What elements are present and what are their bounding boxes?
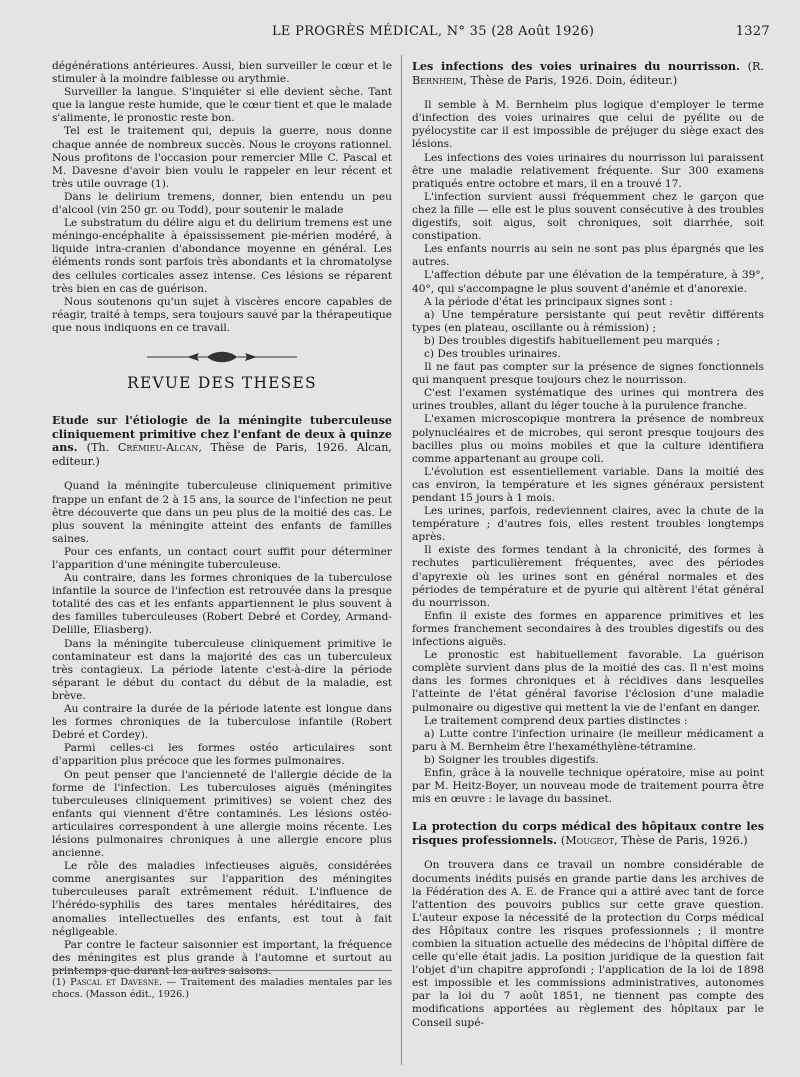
article-paragraph: Enfin il existe des formes en apparence primitives et les formes franchement secondaires à des troubles digestifs ou des infections aiguës. xyxy=(412,609,764,649)
article-paragraph: b) Soigner les troubles digestifs. xyxy=(424,753,599,766)
article-title-text: Etude sur l'étiologie de la méningite tuberculeuse cliniquement primitive chez l'enfant de deux à quinze ans. xyxy=(52,413,392,455)
article-author: Mougeot xyxy=(565,833,615,847)
article-paragraph: b) Des troubles digestifs habituellement peu marqués ; xyxy=(424,334,721,347)
journal-title: LE PROGRÈS MÉDICAL, N° 35 (28 Août 1926) xyxy=(272,24,595,39)
article-paragraph: Enfin, grâce à la nouvelle technique opératoire, mise au point par M. Heitz-Boyer, un nouveau mode de traitement pourra être mis en œuvre : le lavage du bassinet. xyxy=(412,766,764,806)
article-paragraph: On peut penser que l'ancienneté de l'allergie décide de la forme de l'infection. Les tuberculoses aiguës (méningites tuberculeuses cliniquement primitives) se voient chez des enfants qui viennent d'être contaminés. Les lésions ostéo-articulaires correspondent à une allergie moins récente. Les lésions pulmonaires chroniques à une allergie encore plus ancienne. xyxy=(52,768,392,860)
article-paragraph: Les infections des voies urinaires du nourrisson lui paraissent être une maladie relativement fréquente. Sur 300 examens pratiqués entre octobre et mars, il en a trouvé 17. xyxy=(412,151,764,190)
article-paragraph: L'évolution est essentiellement variable. Dans la moitié des cas environ, la température et les signes généraux persistent pendant 15 jours à 1 mois. xyxy=(412,465,764,504)
section-title: REVUE DES THESES xyxy=(127,373,317,392)
right-column xyxy=(412,60,764,1030)
article-paragraph: Il ne faut pas compter sur la présence de signes fonctionnels qui manquent presque toujours chez le nourrisson. xyxy=(412,361,764,387)
article-paragraph: a) Lutte contre l'infection urinaire (le meilleur médicament a paru à M. Bernheim être l'hexaméthylène-tétramine. xyxy=(412,727,764,753)
article-meta: (Mougeot, Thèse de Paris, 1926.) xyxy=(560,833,748,847)
article-meta: (R. Bernheim, Thèse de Paris, 1926. Doin, éditeur.) xyxy=(412,60,764,87)
article-paragraph: Pour ces enfants, un contact court suffit pour déterminer l'apparition d'une méningite tuberculeuse. xyxy=(52,545,392,571)
article-paragraph: Il semble à M. Bernheim plus logique d'employer le terme d'infection des voies urinaires que celui de pyélite ou de pyélocystite car il est impossible de préjuger du siège exact des lésions. xyxy=(412,99,764,151)
article-infections-urinaires xyxy=(412,60,764,806)
left-column xyxy=(52,60,392,978)
footnote-text: . — Traitement des maladies mentales par les chocs. (Masson édit., 1926.) xyxy=(52,977,392,1000)
article-paragraph: Parmi celles-ci les formes ostéo articulaires sont d'apparition plus précoce que les formes pulmonaires. xyxy=(52,742,392,768)
article-paragraph: L'examen microscopique montrera la présence de nombreux polynucléaires et de microbes, qui seront presque toujours des bacilles plus ou moins mobiles et que la culture identifiera comme appartenant au groupe coli. xyxy=(412,413,764,465)
article-paragraph: Au contraire la durée de la période latente est longue dans les formes chroniques de la tuberculose infantile (Robert Debré et Cordey). xyxy=(52,703,392,742)
article-title-text: La protection du corps médical des hôpitaux contre les risques professionnels. xyxy=(412,819,764,847)
article-paragraph: Dans la méningite tuberculeuse cliniquement primitive le contaminateur est dans la majorité des cas un tuberculeux très contagieux. La période latente c'est-à-dire la période séparant le début du contact du début de la maladie, est brève. xyxy=(52,637,392,702)
article-paragraph: Le rôle des maladies infectieuses aiguës, considérées comme anergisantes sur l'apparition des méningites tuberculeuses paraît extrêmement réduit. L'influence de l'hérédo-syphilis des tares mentales héréditaires, des anomalies intellectuelles des enfants, est tout à fait négligeable. xyxy=(52,860,392,938)
article-paragraph: c) Des troubles urinaires. xyxy=(424,347,561,360)
article-title xyxy=(412,820,764,847)
intro-text xyxy=(52,60,392,335)
article-paragraph: Les urines, parfois, redeviennent claires, avec la chute de la température ; d'autres fois, elles restent troubles longtemps après. xyxy=(412,505,764,544)
intro-paragraph: Surveiller la langue. S'inquiéter si elle devient sèche. Tant que la langue reste humide, que le cœur tient et que le malade s'alimente, le pronostic reste bon. xyxy=(52,86,392,125)
intro-paragraph: Nous soutenons qu'un sujet à viscères encore capables de réagir, traité à temps, sera toujours sauvé par la thérapeutique que nous indiquons en ce travail. xyxy=(52,295,392,334)
article-protection-corps-medical xyxy=(412,820,764,1029)
page-number: 1327 xyxy=(735,24,770,39)
article-paragraph: Par contre le facteur saisonnier est important, la fréquence des méningites est plus grande à l'automne et surtout au printemps que durant les autres saisons. xyxy=(52,938,392,977)
article-paragraph: Il existe des formes tendant à la chronicité, des formes à rechutes particulièrement fréquentes, avec des périodes d'apyrexie où les urines sont en général normales et des périodes de température et de pyurie qui altèrent l'état général du nourrisson. xyxy=(412,544,764,609)
article-title-text: Les infections des voies urinaires du nourrisson. xyxy=(412,59,740,73)
ornament-divider-icon xyxy=(127,349,317,365)
article-paragraph: a) Une température persistante qui peut revêtir différents types (en plateau, oscillante ou à rémission) ; xyxy=(412,308,764,334)
intro-paragraph: Le substratum du délire aigu et du delirium tremens est une méningo-encéphalite à épaississement pie-mérien modéré, à liquide intra-cranien d'abondance moyenne en général. Les éléments ronds sont parfois très abondants et la chromatolyse des cellules corticales assez intense. Ces lésions se réparent très bien en cas de guérison. xyxy=(52,217,392,295)
article-paragraph: Quand la méningite tuberculeuse cliniquement primitive frappe un enfant de 2 à 15 ans, la source de l'infection ne peut être découverte que dans un peu plus de la moitié des cas. Le plus souvent la méningite atteint des enfants de familles saines. xyxy=(52,480,392,545)
article-paragraph: Le traitement comprend deux parties distinctes : xyxy=(424,714,688,727)
article-paragraph: A la période d'état les principaux signes sont : xyxy=(424,295,673,308)
footnote-authors: Pascal et Davesne xyxy=(70,977,159,988)
intro-paragraph: Dans le delirium tremens, donner, bien entendu un peu d'alcool (vin 250 gr. ou Todd), pour soutenir le malade xyxy=(52,190,392,217)
article-meta: (Th. Crémieu-Alcan, Thèse de Paris, 1926. Alcan, editeur.) xyxy=(52,441,392,468)
article-etiologie xyxy=(52,414,392,978)
article-paragraph: Les enfants nourris au sein ne sont pas plus épargnés que les autres. xyxy=(412,243,764,269)
column-divider xyxy=(401,55,402,1065)
article-title xyxy=(52,414,392,468)
article-author: Crémieu-Alcan xyxy=(117,441,199,455)
footnote-marker: (1) xyxy=(52,977,66,988)
intro-paragraph: Tel est le traitement qui, depuis la guerre, nous donne chaque année de nombreux succès. Nous le croyons rationnel. Nous profitons de l'occasion pour remercier Mlle C. Pascal et M. Davesne d'avoir bien voulu le rappeler en leur récent et très utile ouvrage (1). xyxy=(52,125,392,190)
article-paragraph: L'infection survient aussi fréquemment chez le garçon que chez la fille — elle est le plus souvent consécutive à des troubles digestifs, soit aigus, soit chroniques, soit diarrhée, soit constipation. xyxy=(412,190,764,243)
running-header xyxy=(40,10,770,40)
article-paragraph: On trouvera dans ce travail un nombre considérable de documents inédits puisés en grande partie dans les archives de la Fédération des A. E. de France qui a attiré avec tant de force l'attention des pouvoirs publics sur cette grave question. L'auteur expose la nécessité de la protection du Corps médical des Hôpitaux contre les risques professionnels ; il montre combien la situation actuelle des médecins de l'hôpital diffère de celle qu'elle était jadis. La position juridique de la question fait l'objet d'un chapitre approfondi ; l'application de la loi de 1898 est impossible et les commissions administratives, autonomes par la loi du 7 août 1851, ne tiennent pas compte des modifications apportées au règlement des hôpitaux par le Conseil supé- xyxy=(412,859,764,1029)
article-paragraph: L'affection débute par une élévation de la température, à 39°, 40°, qui s'accompagne le plus souvent d'anémie et d'anorexie. xyxy=(412,269,764,295)
article-paragraph: Le pronostic est habituellement favorable. La guérison complète survient dans plus de la moitié des cas. Il n'est moins dans les formes chroniques et à récidives dans lesquelles l'atteinte de l'état général favorise l'éclosion d'une maladie pulmonaire ou digestive qui mettent la vie de l'enfant en danger. xyxy=(412,649,764,714)
article-paragraph: C'est l'examen systématique des urines qui montrera des urines troubles, allant du léger touche à la purulence franche. xyxy=(412,387,764,413)
footnote xyxy=(52,970,392,1001)
article-paragraph: Au contraire, dans les formes chroniques de la tuberculose infantile la source de l'infection est retrouvée dans la presque totalité des cas et les enfants appartiennent le plus souvent à des familles tuberculeuses (Robert Debré et Cordey, Armand-Delille, Eliasberg). xyxy=(52,572,392,637)
article-title xyxy=(412,60,764,87)
intro-paragraph: dégénérations antérieures. Aussi, bien surveiller le cœur et le stimuler à la moindre faiblesse ou arythmie. xyxy=(52,60,392,86)
article-author: Bernheim xyxy=(412,73,464,87)
